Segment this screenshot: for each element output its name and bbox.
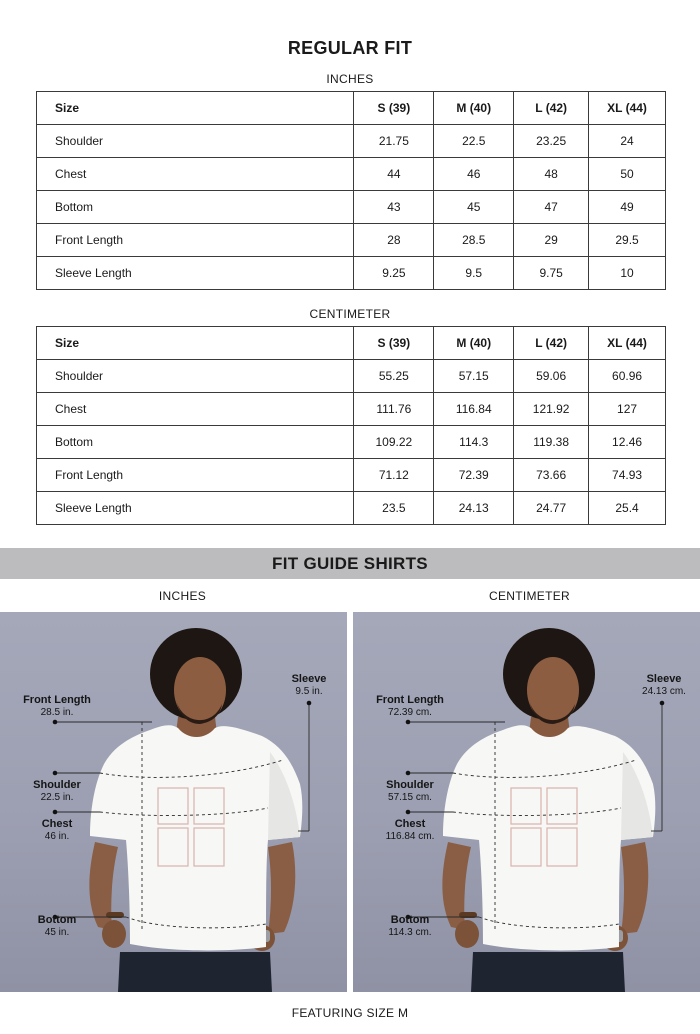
front-length-annotation <box>366 694 454 719</box>
measurement-value-cell: 24.77 <box>514 492 589 525</box>
measurement-value-cell: 114.3 <box>434 426 514 459</box>
table-row <box>37 360 666 393</box>
table-row <box>37 393 666 426</box>
header-cell: M (40) <box>434 327 514 360</box>
measurement-value-cell: 9.75 <box>514 257 589 290</box>
sleeve-annotation <box>633 673 695 698</box>
measurement-value-cell: 46 <box>434 158 514 191</box>
page-title: REGULAR FIT <box>287 38 413 58</box>
measurement-value-cell: 47 <box>514 191 589 224</box>
measurement-name-cell: Bottom <box>37 191 354 224</box>
measurement-value-cell: 44 <box>354 158 434 191</box>
measurement-value-cell: 74.93 <box>589 459 666 492</box>
bottom-annotation <box>367 914 453 939</box>
bottom-value: 114.3 cm. <box>388 927 432 938</box>
measurement-value-cell: 10 <box>589 257 666 290</box>
measurement-value-cell: 25.4 <box>589 492 666 525</box>
sleeve-value: 24.13 cm. <box>642 686 686 697</box>
measurement-value-cell: 23.25 <box>514 125 589 158</box>
measurement-value-cell: 23.5 <box>354 492 434 525</box>
measurement-value-cell: 45 <box>434 191 514 224</box>
table-header-row <box>37 92 666 125</box>
measurement-value-cell: 12.46 <box>589 426 666 459</box>
chest-value: 116.84 cm. <box>385 831 435 842</box>
measurement-name-cell: Chest <box>37 393 354 426</box>
measurement-value-cell: 9.5 <box>434 257 514 290</box>
model-photo-centimeter <box>353 612 700 992</box>
header-cell: XL (44) <box>589 92 666 125</box>
table-row <box>37 224 666 257</box>
sleeve-annotation <box>280 673 338 698</box>
measurement-value-cell: 48 <box>514 158 589 191</box>
measurement-value-cell: 29 <box>514 224 589 257</box>
shoulder-value: 57.15 cm. <box>388 792 432 803</box>
measurement-value-cell: 24 <box>589 125 666 158</box>
header-cell: L (42) <box>514 92 589 125</box>
measurement-value-cell: 111.76 <box>354 393 434 426</box>
inches-label: INCHES <box>326 72 374 86</box>
measurement-value-cell: 21.75 <box>354 125 434 158</box>
measurement-value-cell: 29.5 <box>589 224 666 257</box>
measurement-name-cell: Shoulder <box>37 360 354 393</box>
photo-label-inches: INCHES <box>158 589 207 603</box>
front-length-annotation <box>13 694 101 719</box>
table-row <box>37 158 666 191</box>
chest-annotation <box>14 818 100 843</box>
measurement-value-cell: 71.12 <box>354 459 434 492</box>
measurement-name-cell: Sleeve Length <box>37 492 354 525</box>
header-cell: M (40) <box>434 92 514 125</box>
header-cell: Size <box>37 92 354 125</box>
table-row <box>37 492 666 525</box>
bottom-label: Bottom <box>390 914 430 926</box>
header-cell: L (42) <box>514 327 589 360</box>
measurement-name-cell: Shoulder <box>37 125 354 158</box>
header-cell: S (39) <box>354 92 434 125</box>
measurement-name-cell: Chest <box>37 158 354 191</box>
measurement-value-cell: 121.92 <box>514 393 589 426</box>
table-header-row <box>37 327 666 360</box>
shoulder-label: Shoulder <box>33 779 81 791</box>
table-row <box>37 191 666 224</box>
measurement-value-cell: 60.96 <box>589 360 666 393</box>
chest-label: Chest <box>394 818 426 830</box>
chest-annotation <box>365 818 455 843</box>
measurement-value-cell: 49 <box>589 191 666 224</box>
front-length-value: 28.5 in. <box>40 707 74 718</box>
measurement-name-cell: Front Length <box>37 224 354 257</box>
chest-label: Chest <box>41 818 73 830</box>
measurement-value-cell: 73.66 <box>514 459 589 492</box>
measurement-value-cell: 9.25 <box>354 257 434 290</box>
bottom-annotation <box>14 914 100 939</box>
measurement-value-cell: 28 <box>354 224 434 257</box>
measurement-value-cell: 22.5 <box>434 125 514 158</box>
measurement-value-cell: 116.84 <box>434 393 514 426</box>
header-cell: XL (44) <box>589 327 666 360</box>
front-length-value: 72.39 cm. <box>388 707 432 718</box>
measurement-value-cell: 59.06 <box>514 360 589 393</box>
table-row <box>37 125 666 158</box>
measurement-value-cell: 24.13 <box>434 492 514 525</box>
centimeter-label: CENTIMETER <box>309 307 391 321</box>
shoulder-annotation <box>367 779 453 804</box>
measurement-value-cell: 55.25 <box>354 360 434 393</box>
measurement-value-cell: 57.15 <box>434 360 514 393</box>
shoulder-value: 22.5 in. <box>40 792 74 803</box>
table-row <box>37 426 666 459</box>
photo-label-centimeter: CENTIMETER <box>489 589 570 603</box>
chest-value: 46 in. <box>44 831 70 842</box>
sleeve-label: Sleeve <box>646 673 682 685</box>
fit-guide-banner: FIT GUIDE SHIRTS <box>0 548 700 579</box>
measurement-value-cell: 72.39 <box>434 459 514 492</box>
model-photo-inches <box>0 612 347 992</box>
featuring-size-caption: FEATURING SIZE M <box>291 1006 409 1020</box>
measurement-name-cell: Sleeve Length <box>37 257 354 290</box>
measurement-value-cell: 127 <box>589 393 666 426</box>
inches-size-table <box>36 91 666 290</box>
header-cell: Size <box>37 327 354 360</box>
measurement-value-cell: 43 <box>354 191 434 224</box>
measurement-value-cell: 119.38 <box>514 426 589 459</box>
front-length-label: Front Length <box>23 694 91 706</box>
sleeve-label: Sleeve <box>291 673 327 685</box>
measurement-value-cell: 109.22 <box>354 426 434 459</box>
bottom-label: Bottom <box>37 914 77 926</box>
bottom-value: 45 in. <box>44 927 70 938</box>
shoulder-label: Shoulder <box>386 779 434 791</box>
shoulder-annotation <box>14 779 100 804</box>
table-row <box>37 257 666 290</box>
header-cell: S (39) <box>354 327 434 360</box>
measurement-value-cell: 50 <box>589 158 666 191</box>
measurement-value-cell: 28.5 <box>434 224 514 257</box>
centimeter-size-table <box>36 326 666 525</box>
sleeve-value: 9.5 in. <box>295 686 323 697</box>
measurement-name-cell: Bottom <box>37 426 354 459</box>
measurement-name-cell: Front Length <box>37 459 354 492</box>
table-row <box>37 459 666 492</box>
front-length-label: Front Length <box>376 694 444 706</box>
